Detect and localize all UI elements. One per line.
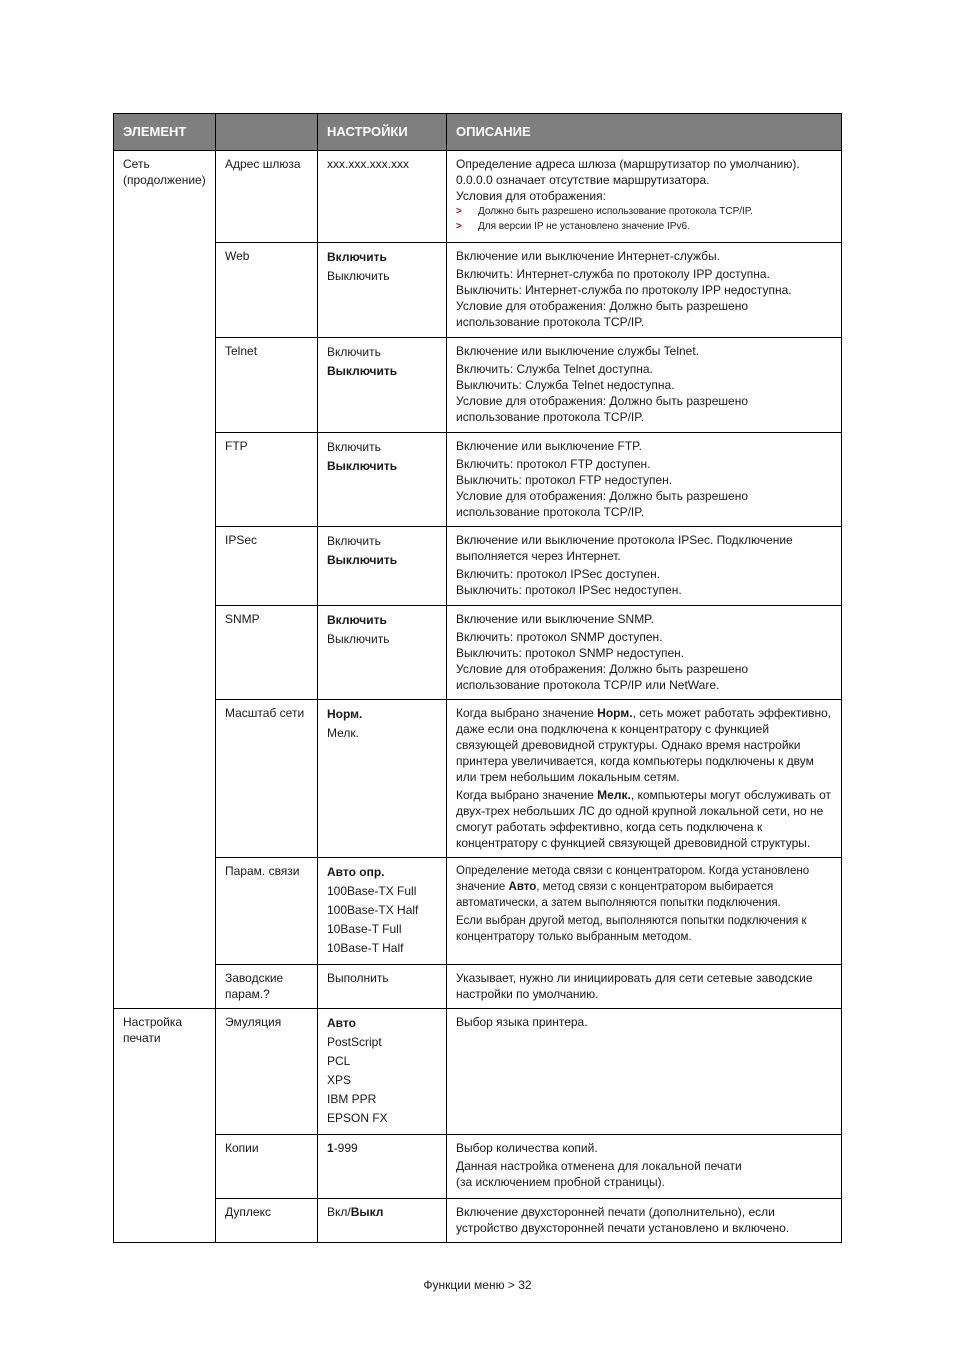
table-row [114,527,842,606]
item-name: Дуплекс [216,1199,318,1243]
option: Выключить [327,632,390,646]
option: Мелк. [327,726,359,740]
item-name: IPSec [216,527,318,606]
option-default: Выключить [327,459,398,473]
table-row [114,606,842,700]
table-row [114,151,842,243]
item-description: Включение или выключение службы Telnet. Включить: Служба Telnet доступна. Выключить: Служба Telnet недоступна. Условие для отображения: Должно быть разрешено использование протокола TCP/IP. [447,338,842,433]
table-header-row [114,114,842,151]
bullet-marker: > [456,206,462,217]
item-name: Масштаб сети [216,700,318,858]
option-default: Авто опр. [327,865,385,879]
item-description: Когда выбрано значение Норм., сеть может работать эффективно, даже если она подключена к концентратору с функцией связующей древовидной структуры. Однако время настройки принтера увеличивается, когда компьютеры подключены к двум или трем небольшим локальным сетям. Когда выбрано значение Мелк., компьютеры могут обслуживать от двух-трех небольших ЛС до одной крупной локальной сети, но не смогут работать эффективно, когда сеть подключена к концентратору с функцией связующей древовидной структуры. [447,700,842,858]
group-print: Настройка печати [114,1009,216,1243]
table-row [114,1199,842,1243]
table-row [114,1009,842,1135]
item-description: Включение двухсторонней печати (дополнительно), если устройство двухсторонней печати установлено и включено. [447,1199,842,1243]
option-default: Включить [327,613,387,627]
option: Выключить [327,269,390,283]
option: Включить [327,440,381,454]
table-row [114,1135,842,1199]
option-default: Авто [327,1016,356,1030]
option-default: Включить [327,250,387,264]
item-description: Включение или выключение FTP. Включить: протокол FTP доступен. Выключить: протокол FTP недоступен. Условие для отображения: Должно быть разрешено использование протокола TCP/IP. [447,433,842,527]
item-name: Адрес шлюза [216,151,318,243]
item-setting [318,338,447,433]
option-default: Выключить [327,364,398,378]
option: XPS [327,1073,352,1087]
item-description: Включение или выключение SNMP. Включить: протокол SNMP доступен. Выключить: протокол SNMP недоступен. Условие для отображения: Должно быть разрешено использование протокола TCP/IP или NetWare. [447,606,842,700]
item-setting: Вкл/Выкл [318,1199,447,1243]
item-setting [318,700,447,858]
table-row [114,858,842,965]
item-description: Определение метода связи с концентратором. Когда установлено значение Авто, метод связи с концентратором выбирается автоматически, а затем выполняются попытки подключения. Если выбран другой метод, выполняются попытки подключения к концентратору только выбранным методом. [447,858,842,965]
option: Включить [327,534,381,548]
item-description: Указывает, нужно ли инициировать для сети сетевые заводские настройки по умолчанию. [447,965,842,1009]
option-default: Выключить [327,553,398,567]
item-description: Включение или выключение Интернет-службы. Включить: Интернет-служба по протоколу IPP доступна. Выключить: Интернет-служба по протоколу IPP недоступна. Условие для отображения: Должно быть разрешено использование протокола TCP/IP. [447,243,842,338]
item-name: Заводские парам.? [216,965,318,1009]
option: 10Base-T Full [327,922,402,936]
option-default: Норм. [327,707,363,721]
table-row [114,433,842,527]
option: EPSON FX [327,1111,388,1125]
item-setting [318,858,447,965]
bullet-marker: > [456,221,462,232]
item-setting [318,527,447,606]
menu-settings-table [113,113,842,1243]
table-row [114,338,842,433]
item-name: Эмуляция [216,1009,318,1135]
item-name: Telnet [216,338,318,433]
option: PostScript [327,1035,382,1049]
bullet-item: > Для версии IP не установлено значение IPv6. [456,221,690,232]
option: 100Base-TX Full [327,884,417,898]
table-row [114,965,842,1009]
item-setting [318,433,447,527]
item-setting [318,1009,447,1135]
header-blank [216,114,318,151]
page-footer: Функции меню > 32 [423,1278,532,1292]
header-element: ЭЛЕМЕНТ [114,114,216,151]
item-name: Web [216,243,318,338]
item-setting: Выполнить [318,965,447,1009]
item-name: SNMP [216,606,318,700]
option: 100Base-TX Half [327,903,419,917]
option: PCL [327,1054,351,1068]
item-setting [318,243,447,338]
item-name: Парам. связи [216,858,318,965]
option: IBM PPR [327,1092,377,1106]
item-description: Выбор количества копий. Данная настройка отменена для локальной печати (за исключением пробной страницы). [447,1135,842,1199]
item-setting [318,606,447,700]
header-settings: НАСТРОЙКИ [318,114,447,151]
item-setting: 1-999 [318,1135,447,1199]
item-setting: xxx.xxx.xxx.xxx [318,151,447,243]
header-description: ОПИСАНИЕ [447,114,842,151]
option: Включить [327,345,381,359]
bullet-item: > Должно быть разрешено использование протокола TCP/IP. [456,206,753,217]
table-row [114,243,842,338]
item-name: FTP [216,433,318,527]
item-description: Выбор языка принтера. [447,1009,842,1135]
option: 10Base-T Half [327,941,404,955]
group-network: Сеть (продолжение) [114,151,216,1009]
item-description: Включение или выключение протокола IPSec. Подключение выполняется через Интернет. Включить: протокол IPSec доступен. Выключить: протокол IPSec недоступен. [447,527,842,606]
item-description: Определение адреса шлюза (маршрутизатор по умолчанию). 0.0.0.0 означает отсутствие маршрутизатора. Условия для отображения: > Должно быть разрешено использование протокола TCP/IP. > Для версии IP не установлено значение IPv6. [447,151,842,243]
item-name: Копии [216,1135,318,1199]
table-row [114,700,842,858]
